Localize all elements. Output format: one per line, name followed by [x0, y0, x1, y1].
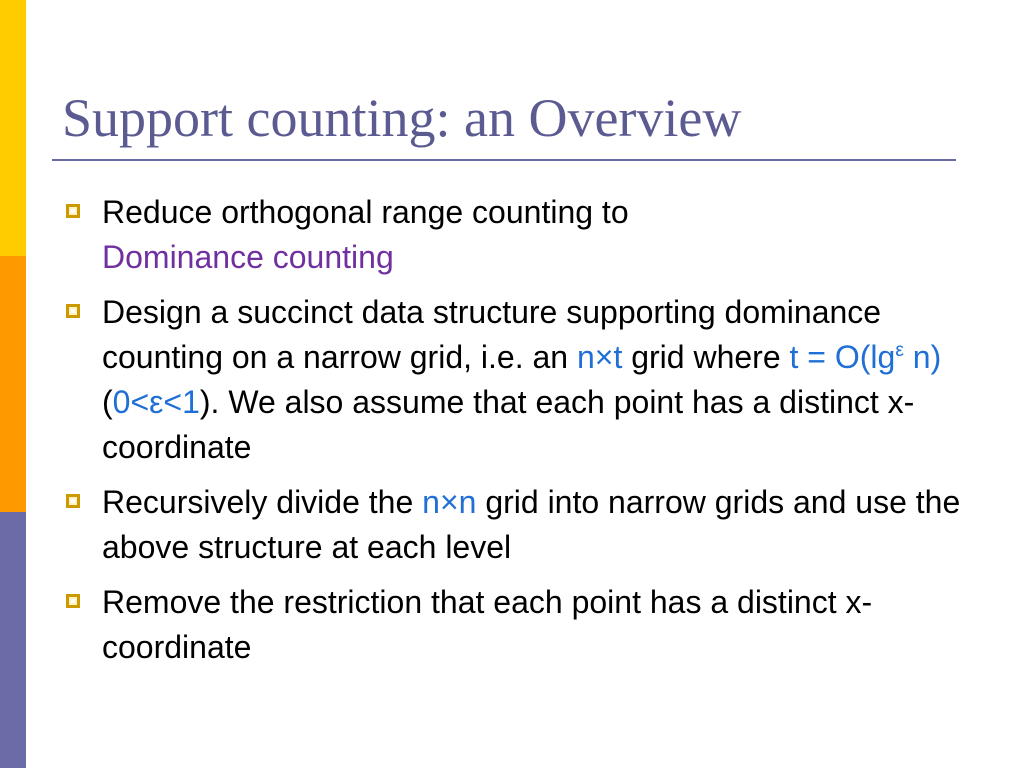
bullet-list [66, 190, 966, 680]
accent-bar-bottom [0, 512, 26, 768]
dominance-counting-link-text: Dominance counting [102, 239, 394, 275]
epsilon-superscript: ε [895, 340, 904, 362]
bullet-item-3 [66, 480, 966, 570]
t-formula-head: t = O(lg [789, 339, 896, 375]
slide-title: Support counting: an Overview [62, 88, 742, 148]
grid-size-n-n: n×n [422, 484, 477, 520]
epsilon-range: 0<ε<1 [112, 384, 200, 420]
title-underline [52, 159, 956, 161]
accent-bar-top [0, 0, 26, 256]
bullet-item-1 [66, 190, 966, 280]
square-bullet-icon [66, 304, 80, 318]
t-formula [790, 339, 942, 375]
bullet-text [102, 584, 872, 665]
grid-size-n-t: n×t [576, 339, 623, 375]
square-bullet-icon [66, 594, 80, 608]
bullet-3-text-2: grid into narrow grids and use the above structure at each level [102, 484, 961, 565]
bullet-item-4 [66, 580, 966, 670]
bullet-2-text-1: Design a succinct data structure supporting dominance counting on a narrow grid, i.e. an [102, 294, 882, 375]
bullet-3-text-1: Recursively divide the [102, 484, 423, 520]
bullet-text [102, 294, 941, 465]
bullet-2-text-4: ). We also assume that each point has a distinct x-coordinate [102, 384, 915, 465]
square-bullet-icon [66, 494, 80, 508]
bullet-2-text-3: ( [102, 384, 113, 420]
bullet-text [102, 484, 960, 565]
bullet-1-text: Reduce orthogonal range counting to [102, 194, 629, 230]
bullet-text [102, 194, 629, 275]
bullet-2-text-2: grid where [622, 339, 790, 375]
t-formula-tail: n) [903, 339, 942, 375]
bullet-item-2 [66, 290, 966, 470]
accent-bar-middle [0, 256, 26, 512]
square-bullet-icon [66, 204, 80, 218]
bullet-4-text-1: Remove the restriction that each point has a distinct x-coordinate [102, 584, 873, 665]
